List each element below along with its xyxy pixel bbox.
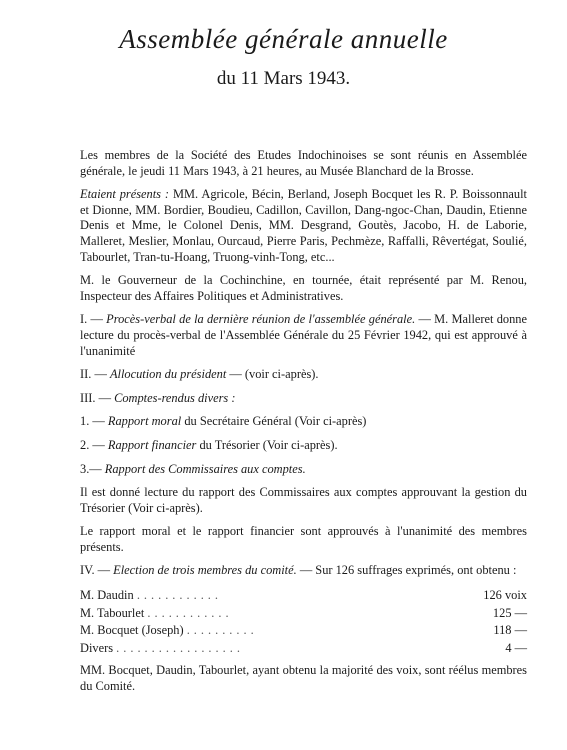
item-2-text: — (voir ci-après). xyxy=(229,367,319,382)
present-paragraph xyxy=(80,187,527,265)
vote-name: M. Tabourlet xyxy=(80,605,145,620)
gouverneur-paragraph: M. le Gouverneur de la Cochinchine, en tournée, était représenté par M. Renou, Inspecteur des Affaires Politiques et Administratives. xyxy=(80,273,527,303)
vote-dots: ............ xyxy=(147,605,233,620)
item-2-paragraph xyxy=(80,367,527,383)
vote-name: M. Daudin xyxy=(80,588,134,603)
vote-table xyxy=(80,587,527,657)
sub-1-text: du Secrétaire Général (Voir ci-après) xyxy=(184,414,367,429)
approval-paragraph: Le rapport moral et le rapport financier sont approuvés à l'unanimité des membres présents. xyxy=(80,524,527,554)
vote-value: 126 voix xyxy=(483,588,527,603)
sub-2-number: 2. — xyxy=(80,437,105,452)
conclusion-paragraph: MM. Bocquet, Daudin, Tabourlet, ayant obtenu la majorité des voix, sont réélus membres du Comité. xyxy=(80,663,527,694)
page-title: Assemblée générale annuelle xyxy=(119,24,448,54)
item-4-number: IV. — xyxy=(80,563,111,578)
item-2-title: Allocution du président xyxy=(109,367,227,382)
item-3-number: III. — xyxy=(80,390,111,405)
item-1-text: — M. Malleret donne lecture du procès-verbal de l'Assemblée Générale du 25 Février 1942, qui est approuvé à l'unanimité xyxy=(80,312,527,358)
vote-dots: .......... xyxy=(186,623,258,638)
sub-1-number: 1. — xyxy=(80,414,105,429)
sub-1-paragraph xyxy=(80,414,527,430)
sub-2-text: du Trésorier (Voir ci-après). xyxy=(199,437,338,452)
commissaires-paragraph: Il est donné lecture du rapport des Commissaires aux comptes approuvant la gestion du Trésorier (Voir ci-après). xyxy=(80,485,527,515)
vote-value: 4 — xyxy=(505,640,527,655)
item-1-number: I. — xyxy=(80,312,103,327)
vote-dots: .................. xyxy=(116,640,244,655)
vote-row xyxy=(80,605,527,623)
item-4-text: — Sur 126 suffrages exprimés, ont obtenu : xyxy=(299,563,517,578)
intro-paragraph: Les membres de la Société des Etudes Indochinoises se sont réunis en Assemblée générale, le jeudi 11 Mars 1943, à 21 heures, au Musée Blanchard de la Brosse. xyxy=(80,148,527,178)
vote-value: 118 — xyxy=(493,623,527,638)
page-subtitle: du 11 Mars 1943. xyxy=(216,68,351,89)
vote-name: Divers xyxy=(80,640,114,655)
vote-dots: ............ xyxy=(136,588,222,603)
item-4-title: Election de trois membres du comité. xyxy=(113,563,297,578)
sub-2-title: Rapport financier xyxy=(107,437,197,452)
item-3-title: Comptes-rendus divers : xyxy=(114,390,236,405)
item-2-number: II. — xyxy=(80,367,107,382)
sub-3-title: Rapport des Commissaires aux comptes. xyxy=(104,461,306,476)
item-1-title: Procès-verbal de la dernière réunion de l'assemblée générale. xyxy=(106,312,416,327)
vote-row xyxy=(80,640,527,658)
vote-row xyxy=(80,587,527,605)
sub-3-number: 3.— xyxy=(80,461,102,476)
present-label: Etaient présents : xyxy=(80,187,170,202)
vote-value: 125 — xyxy=(492,605,527,620)
vote-row xyxy=(80,622,527,640)
item-4-paragraph xyxy=(80,563,527,579)
document-body xyxy=(80,148,527,703)
sub-2-paragraph xyxy=(80,438,527,454)
sub-3-paragraph xyxy=(80,462,527,478)
sub-1-title: Rapport moral xyxy=(107,414,182,429)
item-1-paragraph xyxy=(80,312,527,359)
present-text: MM. Agricole, Bécin, Berland, Joseph Bocquet les R. P. Boissonnault et Dionne, MM. Bordier, Boudieu, Cadillon, Cavillon, Dang-ngoc-Chan, Daudin, Etienne Denis et Mme, le Colonel Denis, MM. Desgrand, Goutès, Jacobo, H. de Laborie, Malleret, Meslier, Monlau, Ourcaud, Pierre Paris, Pechmèze, Raffalli, Rêvertégat, Soulié, Tabourlet, Tran-tu-Hoang, Truong-vinh-Tong, etc... xyxy=(80,187,527,264)
item-3-paragraph xyxy=(80,391,527,407)
vote-name: M. Bocquet (Joseph) xyxy=(80,623,184,638)
